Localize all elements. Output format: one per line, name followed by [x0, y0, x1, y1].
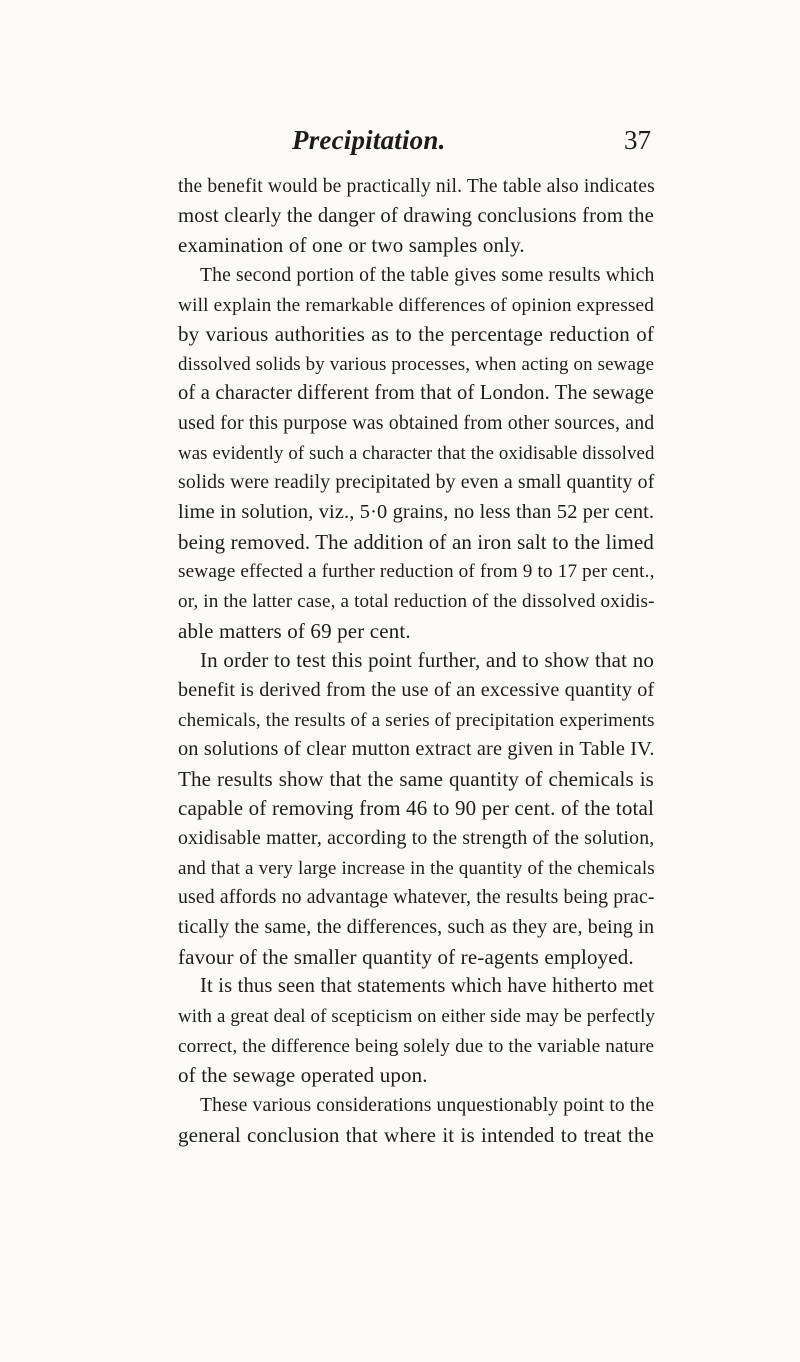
- text-line: of a character different from that of London. The sewage: [178, 382, 654, 405]
- text-line: used for this purpose was obtained from other sources, and: [178, 412, 655, 435]
- text-line: or, in the latter case, a total reduction of the dissolved oxidis-: [178, 590, 655, 612]
- text-line: and that a very large increase in the quantity of the chemicals: [178, 857, 655, 879]
- running-head: [175, 122, 651, 162]
- body-text: [178, 172, 654, 1150]
- text-line: The results show that the same quantity of chemicals is: [178, 766, 654, 791]
- text-line: used affords no advantage whatever, the results being prac-: [178, 886, 655, 909]
- text-line: was evidently of such a character that the oxidisable dissolved: [178, 442, 655, 464]
- text-line: solids were readily precipitated by even a small quantity of: [178, 471, 655, 494]
- text-line: the benefit would be practically nil. The table also indicates: [178, 176, 655, 197]
- text-line: with a great deal of scepticism on either side may be perfectly: [178, 1005, 656, 1027]
- text-line: of the sewage operated upon.: [178, 1063, 428, 1088]
- text-line: In order to test this point further, and to show that no: [200, 648, 654, 673]
- text-line: examination of one or two samples only.: [178, 233, 525, 258]
- text-line: These various considerations unquestionably point to the: [200, 1094, 655, 1116]
- text-line: on solutions of clear mutton extract are given in Table IV.: [178, 738, 655, 761]
- text-line: The second portion of the table gives some results which: [200, 264, 655, 286]
- text-line: chemicals, the results of a series of precipitation experiments: [178, 709, 655, 731]
- text-line: It is thus seen that statements which have hitherto met: [200, 975, 654, 998]
- text-line: favour of the smaller quantity of re-agents employed.: [178, 944, 634, 969]
- text-line: able matters of 69 per cent.: [178, 618, 411, 643]
- text-line: by various authorities as to the percentage reduction of: [178, 322, 654, 347]
- text-line: tically the same, the differences, such as they are, being in: [178, 916, 655, 939]
- text-line: most clearly the danger of drawing conclusions from the: [178, 204, 654, 227]
- text-line: lime in solution, viz., 5·0 grains, no less than 52 per cent.: [178, 501, 655, 524]
- page-number: 37: [624, 125, 651, 155]
- text-line: general conclusion that where it is intended to treat the: [178, 1122, 654, 1147]
- text-line: capable of removing from 46 to 90 per cent. of the total: [178, 796, 654, 821]
- text-line: correct, the difference being solely due to the variable nature: [178, 1035, 655, 1057]
- running-title: Precipitation.: [292, 125, 446, 155]
- text-line: being removed. The addition of an iron salt to the limed: [178, 529, 654, 554]
- text-line: oxidisable matter, according to the strength of the solution,: [178, 827, 655, 850]
- text-line: benefit is derived from the use of an excessive quantity of: [178, 678, 655, 701]
- text-line: dissolved solids by various processes, when acting on sewage: [178, 353, 655, 375]
- text-line: sewage effected a further reduction of from 9 to 17 per cent.,: [178, 561, 655, 583]
- text-line: will explain the remarkable differences of opinion expressed: [178, 294, 655, 316]
